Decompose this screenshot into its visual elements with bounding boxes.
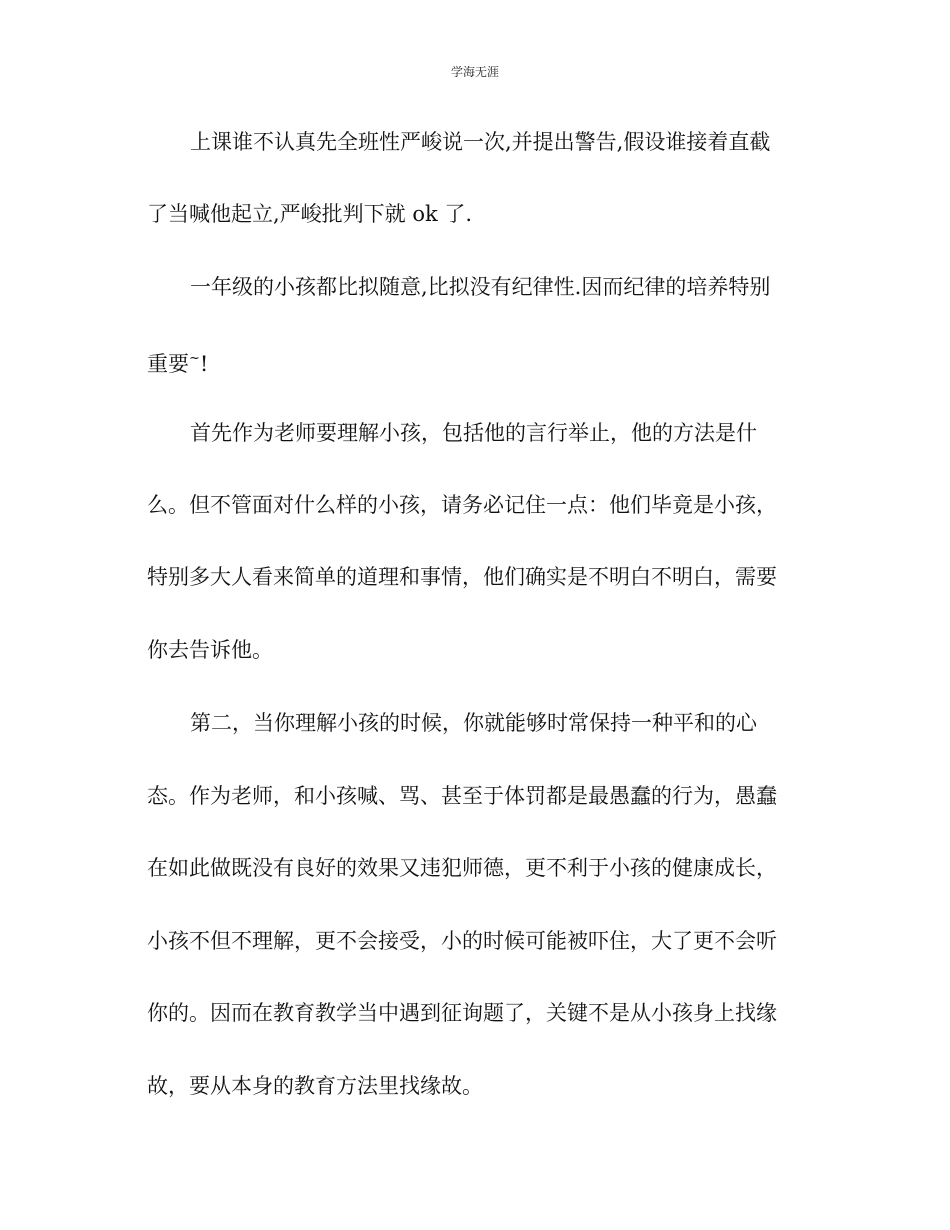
exclamation-mark: !	[199, 352, 209, 376]
paragraph-3-line-3: 特别多大人看来简单的道理和事情，他们确实是不明白不明白，需要	[147, 565, 777, 589]
paragraph-2-line-2-text: 重要	[147, 352, 189, 376]
paragraph-3-line-1: 首先作为老师要理解小孩，包括他的言行举止，他的方法是什	[190, 421, 757, 445]
tilde-mark: ~	[189, 351, 200, 366]
paragraph-4-line-4: 小孩不但不理解，更不会接受，小的时候可能被吓住，大了更不会听	[147, 929, 777, 953]
paragraph-3-line-4: 你去告诉他。	[147, 638, 273, 662]
paragraph-3-line-2: 么。但不管面对什么样的小孩，请务必记住一点：他们毕竟是小孩，	[147, 493, 777, 517]
paragraph-4-line-3: 在如此做既没有良好的效果又违犯师德，更不利于小孩的健康成长，	[147, 856, 777, 880]
paragraph-2-line-2	[147, 344, 208, 379]
page-header: 学海无涯	[450, 65, 499, 79]
paragraph-4-line-2: 态。作为老师，和小孩喊、骂、甚至于体罚都是最愚蠢的行为，愚蠢	[147, 784, 777, 808]
paragraph-1-line-2: 了当喊他起立,严峻批判下就 ok 了.	[147, 202, 473, 226]
paragraph-1-line-1: 上课谁不认真先全班性严峻说一次,并提出警告,假设谁接着直截	[190, 130, 771, 154]
paragraph-4-line-1: 第二，当你理解小孩的时候，你就能够时常保持一种平和的心	[190, 711, 757, 735]
paragraph-4-line-6: 故，要从本身的教育方法里找缘故。	[147, 1074, 483, 1098]
paragraph-4-line-5: 你的。因而在教育教学当中遇到征询题了，关键不是从小孩身上找缘	[147, 1001, 777, 1025]
paragraph-2-line-1: 一年级的小孩都比拟随意,比拟没有纪律性.因而纪律的培养特别	[190, 275, 771, 299]
